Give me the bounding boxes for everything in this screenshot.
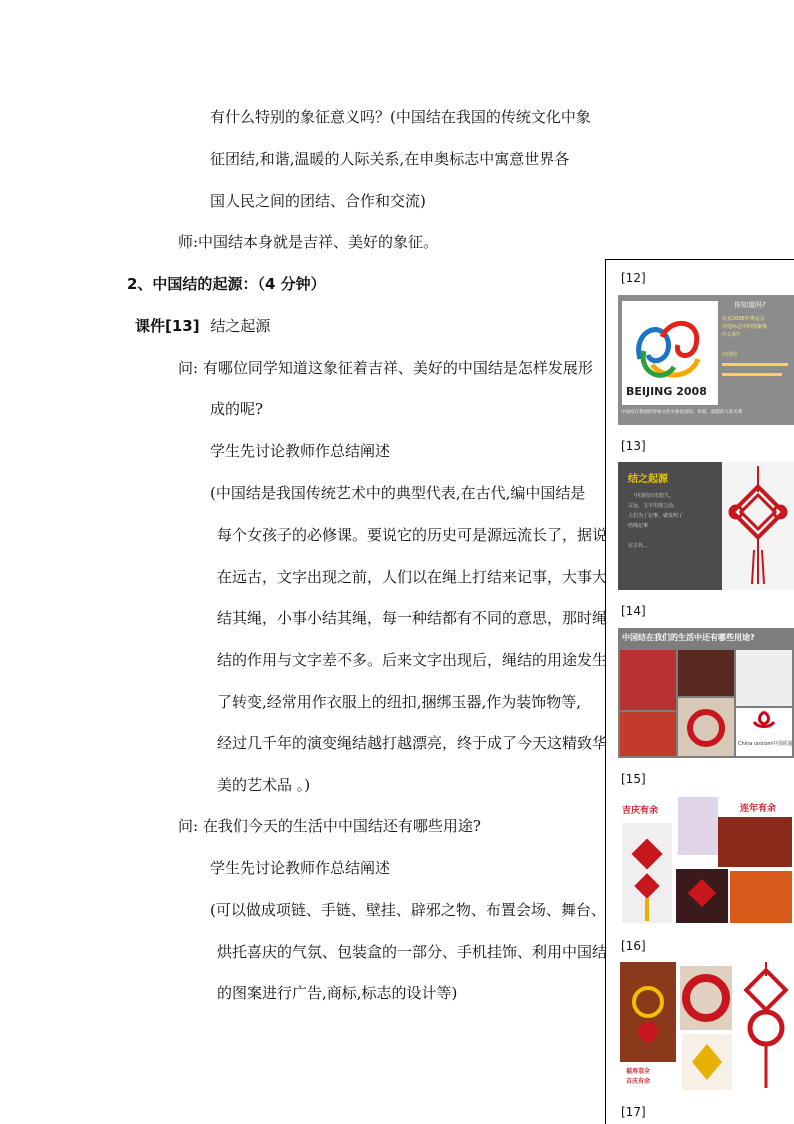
slide-16-thumbnail bbox=[618, 962, 794, 1092]
slide-15-thumbnail bbox=[618, 795, 794, 925]
slide-12-title: 你知道吗? bbox=[734, 301, 766, 309]
knot-image bbox=[622, 823, 672, 923]
question-line: 成的呢? bbox=[210, 400, 264, 418]
slide-label: [13] bbox=[621, 439, 646, 453]
slide-label: [17] bbox=[621, 1105, 646, 1119]
slide-13-title: 结之起源 bbox=[628, 474, 668, 485]
slide-12-footer: 中国结在我国的传统文化中象征团结、和谐、温暖的人际关系 bbox=[621, 410, 743, 415]
courseware-title: 结之起源 bbox=[210, 317, 271, 335]
photo-thumbnail bbox=[736, 650, 792, 706]
answer-line: 每个女孩子的必修课。要说它的历史可是源远流长了，据说 bbox=[217, 526, 608, 544]
slide-16-caption: 吉庆有余 bbox=[626, 1078, 651, 1085]
slide-13-text: 人们为了记事，就发明了 bbox=[628, 513, 684, 519]
answer-line: 经过几千年的演变绳结越打越漂亮，终于成了今天这精致华 bbox=[217, 734, 608, 752]
answer-line: (可以做成项链、手链、壁挂、辟邪之物、布置会场、舞台、 bbox=[210, 901, 606, 919]
slide-13-thumbnail bbox=[618, 462, 794, 590]
knot-image bbox=[620, 962, 676, 1062]
photo-thumbnail bbox=[620, 712, 676, 756]
knot-image bbox=[682, 1034, 732, 1090]
photo-thumbnail bbox=[678, 698, 734, 756]
answer-line: (中国结是我国传统艺术中的典型代表,在古代,编中国结是 bbox=[210, 484, 586, 502]
discussion-line: 学生先讨论教师作总结阐述 bbox=[210, 859, 391, 877]
body-line: 有什么特别的象征意义吗？(中国结在我国的传统文化中象 bbox=[210, 108, 591, 126]
answer-line: 烘托喜庆的气氛、包装盒的一部分、手机挂饰、利用中国结 bbox=[217, 943, 608, 961]
answer-line: 美的艺术品 。) bbox=[217, 776, 311, 794]
answer-line: 了转变,经常用作衣服上的纽扣,捆绑玉器,作为装饰物等, bbox=[217, 693, 582, 711]
slide-16-caption: 福寿双全 bbox=[626, 1068, 651, 1075]
photo-thumbnail bbox=[730, 871, 792, 923]
photo-thumbnail bbox=[676, 869, 728, 923]
slide-13-text: 结绳记事 bbox=[628, 523, 649, 529]
beijing-2008-logo bbox=[622, 301, 718, 405]
slide-label: [14] bbox=[621, 604, 646, 618]
answer-line: 在远古，文字出现之前，人们以在绳上打结来记事，大事大 bbox=[217, 568, 608, 586]
slide-12-text: 中选标志中的图案像 bbox=[722, 324, 768, 330]
body-line: 国人民之间的团结、合作和交流) bbox=[210, 192, 426, 210]
answer-line: 的图案进行广告,商标,标志的设计等) bbox=[217, 984, 458, 1002]
slide-12-text: 北京2008年奥运会 bbox=[722, 316, 765, 322]
courseware-label: 课件[13] bbox=[135, 317, 200, 335]
slide-label: [15] bbox=[621, 772, 646, 786]
slide-12-thumbnail bbox=[618, 295, 794, 425]
photo-thumbnail bbox=[718, 817, 792, 867]
photo-thumbnail bbox=[678, 797, 718, 855]
section-heading: 2、中国结的起源：（4 分钟） bbox=[127, 275, 326, 293]
slide-14-thumbnail bbox=[618, 628, 794, 758]
courseware-ref bbox=[135, 317, 270, 335]
knot-image bbox=[680, 966, 732, 1030]
slide-12-text: 中国结 bbox=[722, 352, 738, 358]
answer-line: 结的作用与文字差不多。后来文字出现后，绳结的用途发生 bbox=[217, 651, 608, 669]
slide-13-text: 在古代… bbox=[628, 543, 649, 549]
question-line: 问: 在我们今天的生活中中国结还有哪些用途? bbox=[178, 817, 481, 835]
slide-15-caption-left: 吉庆有余 bbox=[622, 806, 659, 816]
photo-thumbnail bbox=[678, 650, 734, 696]
slide-13-text: 古远，文字出现之前， bbox=[628, 503, 679, 509]
photo-thumbnail bbox=[620, 650, 676, 710]
teacher-statement: 师:中国结本身就是吉祥、美好的象征。 bbox=[178, 233, 439, 251]
question-line: 问: 有哪位同学知道这象征着吉祥、美好的中国结是怎样发展形 bbox=[178, 359, 593, 377]
china-unicom-logo bbox=[736, 708, 792, 756]
body-line: 征团结,和谐,温暖的人际关系,在申奥标志中寓意世界各 bbox=[210, 150, 570, 168]
knot-image bbox=[738, 962, 794, 1090]
slide-12-text: 什么呢? bbox=[722, 332, 740, 338]
slide-label: [16] bbox=[621, 939, 646, 953]
discussion-line: 学生先讨论教师作总结阐述 bbox=[210, 442, 391, 460]
slide-13-text: 中国结历史悠久， bbox=[634, 493, 675, 499]
slide-15-caption-right: 连年有余 bbox=[740, 804, 777, 814]
slide-14-title: 中国结在我们的生活中还有哪些用途? bbox=[622, 633, 755, 642]
answer-line: 结其绳，小事小结其绳，每一种结都有不同的意思，那时绳 bbox=[217, 609, 608, 627]
knot-image bbox=[722, 462, 794, 590]
slide-label: [12] bbox=[621, 271, 646, 285]
slide-thumbnail-column bbox=[605, 259, 794, 1124]
logo-text: China unicom中国联通 bbox=[738, 741, 793, 747]
logo-text: BEIJING 2008 bbox=[626, 385, 707, 398]
